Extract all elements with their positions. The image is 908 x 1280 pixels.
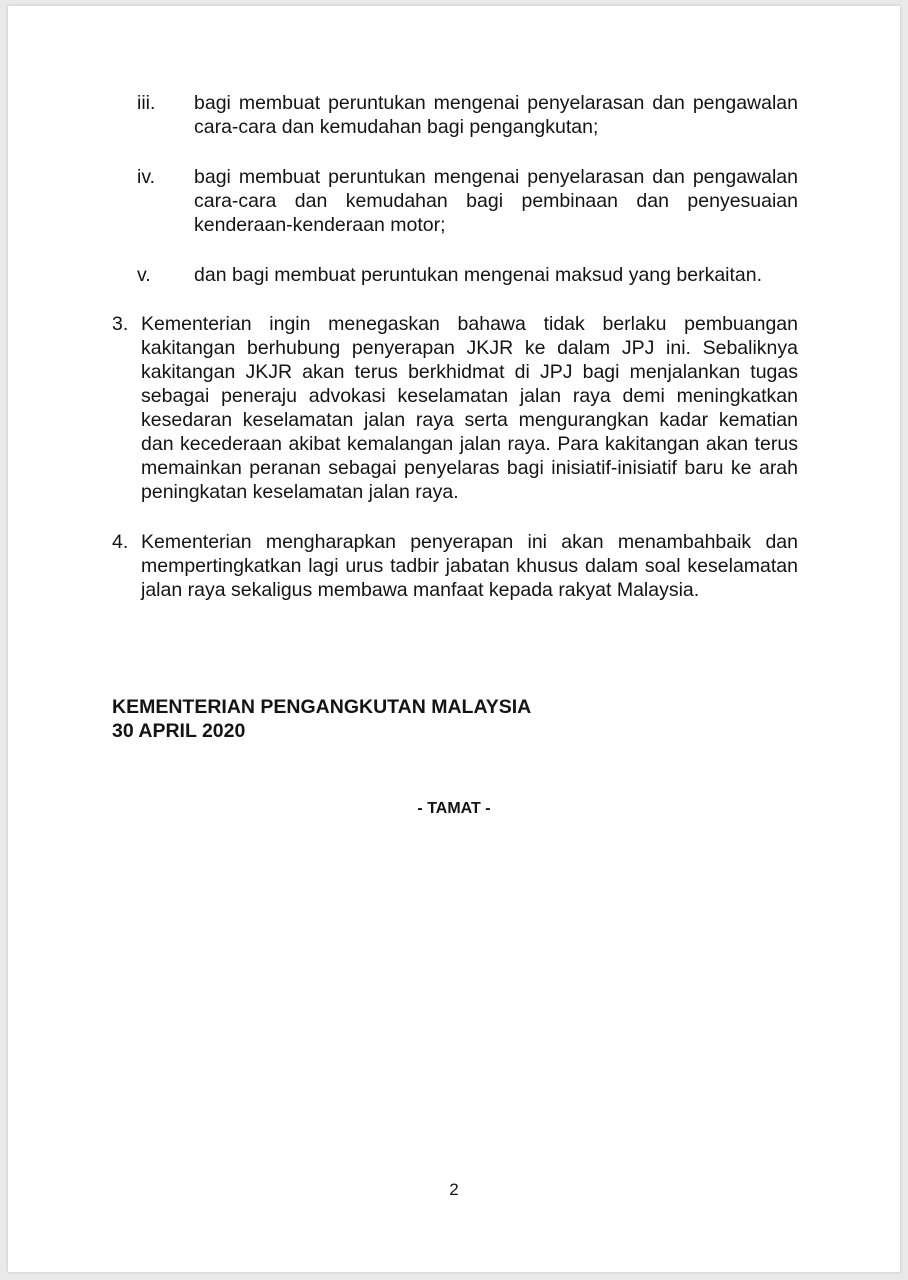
list-item-text: bagi membuat peruntukan mengenai penyelarasan dan pengawalan cara-cara dan kemudahan bagi pengangkutan; — [194, 92, 798, 138]
paragraph-text: Kementerian ingin menegaskan bahawa tidak berlaku pembuangan kakitangan berhubung penyerapan JKJR ke dalam JPJ ini. Sebaliknya kakitangan JKJR akan terus berkhidmat di JPJ bagi menjalankan tugas sebagai peneraju advokasi keselamatan jalan raya demi meningkatkan kesedaran keselamatan jalan raya serta mengurangkan kadar kematian dan kecederaan akibat kemalangan jalan raya. Para kakitangan akan terus memainkan peranan sebagai penyelaras bagi inisiatif-inisiatif baru ke arah peningkatan keselamatan jalan raya. — [141, 313, 798, 503]
list-item-text: bagi membuat peruntukan mengenai penyelarasan dan pengawalan cara-cara dan kemudahan bagi pembinaan dan penyesuaian kenderaan-kenderaan motor; — [194, 166, 798, 236]
list-item-number: v. — [137, 264, 151, 286]
list-item-iv — [137, 165, 798, 237]
paragraph-number: 3. — [112, 313, 129, 335]
paragraph-text: Kementerian mengharapkan penyerapan ini akan menambahbaik dan mempertingkatkan lagi urus tadbir jabatan khusus dalam soal keselamatan jalan raya sekaligus membawa manfaat kepada rakyat Malaysia. — [141, 531, 798, 601]
paragraph-3 — [112, 312, 798, 504]
list-item-number: iv. — [137, 166, 156, 188]
signature-date: 30 APRIL 2020 — [112, 720, 246, 742]
signature-organisation: KEMENTERIAN PENGANGKUTAN MALAYSIA — [112, 696, 532, 718]
paragraph-number: 4. — [112, 531, 129, 553]
list-item-text: dan bagi membuat peruntukan mengenai maksud yang berkaitan. — [194, 264, 763, 286]
list-item-iii — [137, 91, 798, 139]
paragraph-4 — [112, 530, 798, 602]
page-number: 2 — [449, 1180, 459, 1199]
list-item-v — [137, 263, 798, 287]
list-item-number: iii. — [137, 92, 156, 114]
end-marker: - TAMAT - — [417, 800, 491, 817]
